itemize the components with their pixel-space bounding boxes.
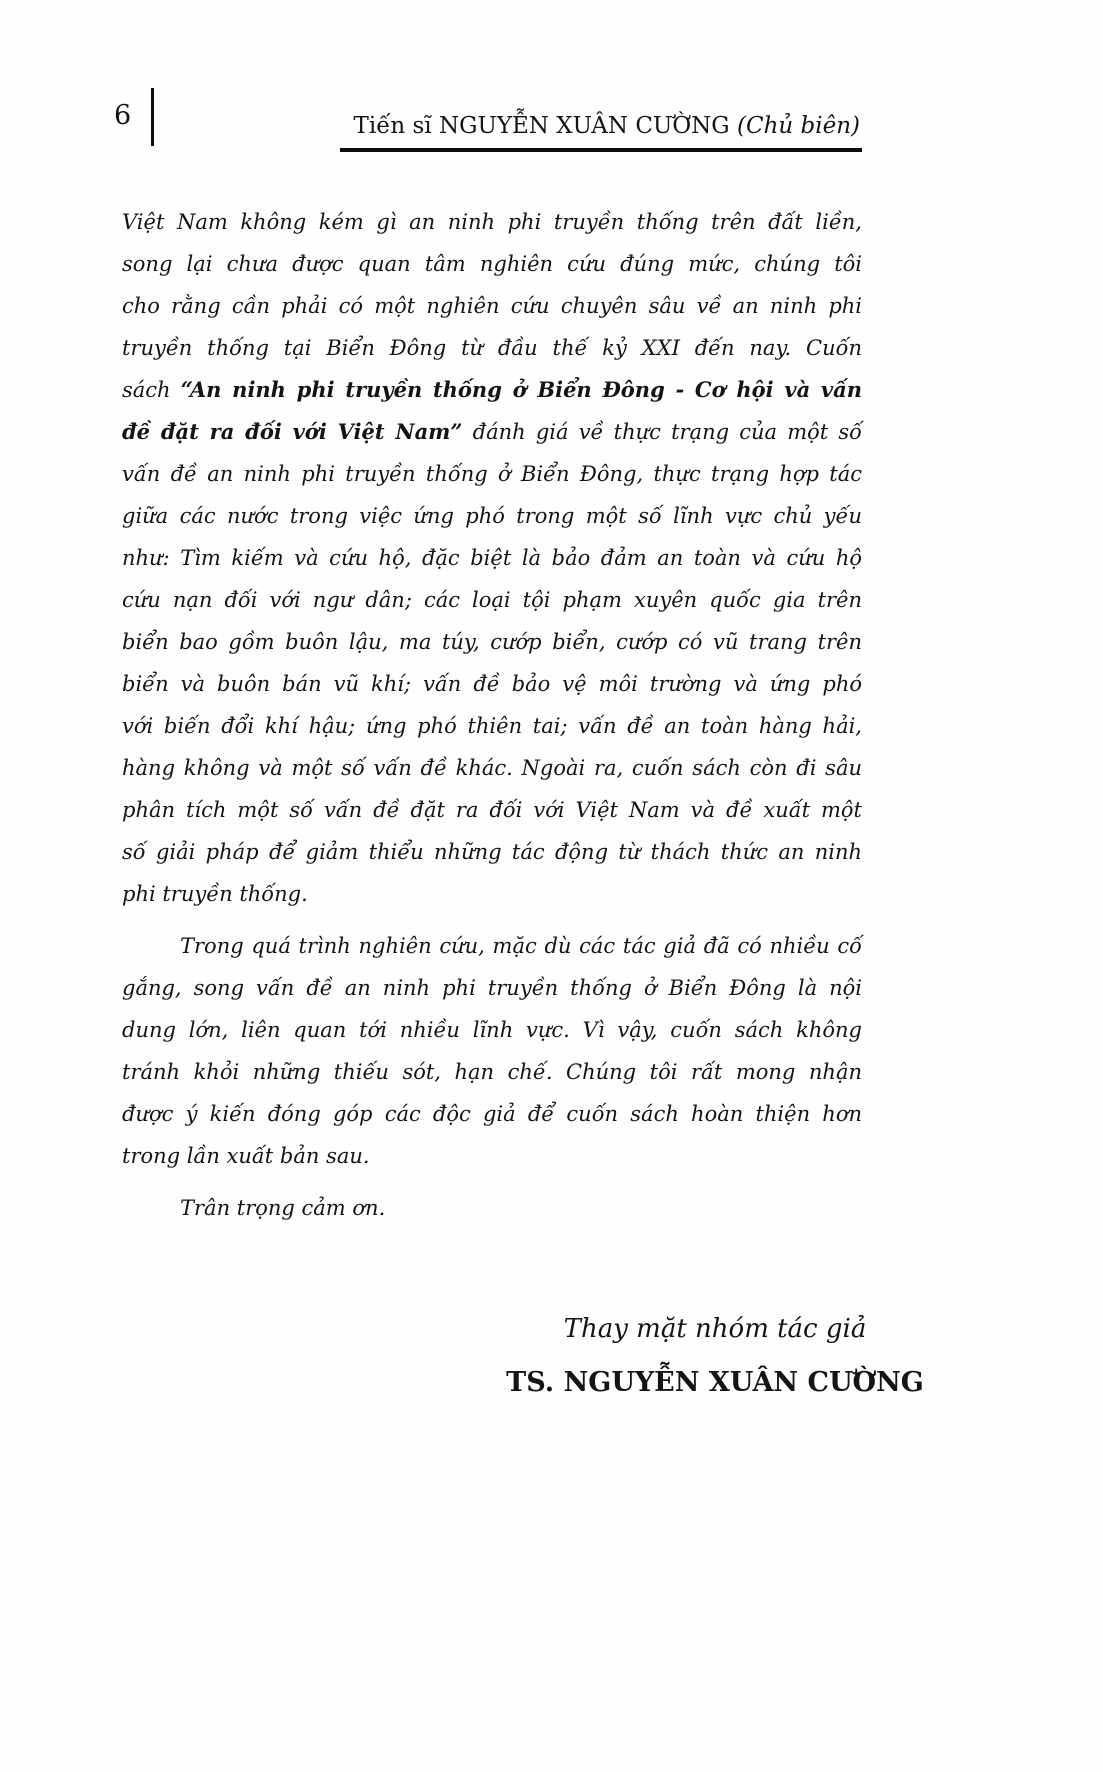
text-line	[122, 495, 862, 537]
text-line	[122, 789, 862, 831]
text-line	[122, 1009, 862, 1051]
text-segment: vấn đề an ninh phi truyền thống ở Biển Đông, thực trạng hợp tác	[122, 462, 862, 486]
text-line	[122, 1093, 862, 1135]
text-line	[122, 411, 862, 453]
text-segment: với biến đổi khí hậu; ứng phó thiên tai; vấn đề an toàn hàng hải,	[122, 714, 862, 738]
text-line	[122, 285, 862, 327]
signature-on-behalf: Thay mặt nhóm tác giả	[563, 1314, 867, 1344]
bold-text-segment: đề đặt ra đối với Việt Nam”	[122, 419, 463, 444]
text-line	[122, 453, 862, 495]
text-line	[122, 967, 862, 1009]
text-line	[122, 201, 862, 243]
running-header-role: (Chủ biên)	[737, 113, 860, 139]
text-segment: đánh giá về thực trạng của một số	[462, 420, 862, 444]
text-segment: số giải pháp để giảm thiểu những tác động từ thách thức an ninh	[122, 840, 862, 864]
text-line	[122, 537, 862, 579]
text-segment: Việt Nam không kém gì an ninh phi truyền thống trên đất liền,	[122, 210, 862, 234]
text-line	[122, 705, 862, 747]
text-line	[122, 579, 862, 621]
text-segment: gắng, song vấn đề an ninh phi truyền thống ở Biển Đông là nội	[122, 976, 862, 1000]
bold-text-segment: “An ninh phi truyền thống ở Biển Đông - Cơ hội và vấn	[180, 377, 862, 402]
paragraph	[122, 201, 862, 915]
text-line	[122, 243, 862, 285]
text-line	[122, 873, 862, 915]
text-segment: hàng không và một số vấn đề khác. Ngoài ra, cuốn sách còn đi sâu	[122, 756, 862, 780]
text-segment: phi truyền thống.	[122, 882, 308, 906]
text-segment: truyền thống tại Biển Đông từ đầu thế kỷ XXI đến nay. Cuốn	[122, 336, 862, 360]
signature-block	[455, 1312, 975, 1400]
text-segment: sách	[122, 378, 181, 402]
text-segment: biển và buôn bán vũ khí; vấn đề bảo vệ môi trường và ứng phó	[122, 672, 862, 696]
text-segment: phân tích một số vấn đề đặt ra đối với Việt Nam và đề xuất một	[122, 798, 862, 822]
paragraph	[122, 925, 862, 1177]
text-segment: song lại chưa được quan tâm nghiên cứu đúng mức, chúng tôi	[122, 252, 862, 276]
text-segment: dung lớn, liên quan tới nhiều lĩnh vực. Vì vậy, cuốn sách không	[122, 1018, 862, 1042]
text-segment: giữa các nước trong việc ứng phó trong một số lĩnh vực chủ yếu	[122, 504, 862, 528]
running-header-author: Tiến sĩ NGUYỄN XUÂN CƯỜNG	[353, 113, 737, 139]
text-line	[122, 663, 862, 705]
text-segment: cứu nạn đối với ngư dân; các loại tội phạm xuyên quốc gia trên	[122, 588, 862, 612]
text-line	[122, 1187, 862, 1229]
text-line	[122, 1051, 862, 1093]
signature-name: TS. NGUYỄN XUÂN CƯỜNG	[506, 1367, 924, 1398]
text-segment: như: Tìm kiếm và cứu hộ, đặc biệt là bảo đảm an toàn và cứu hộ	[122, 546, 862, 570]
text-line	[122, 831, 862, 873]
text-line	[122, 621, 862, 663]
text-segment: trong lần xuất bản sau.	[122, 1144, 370, 1168]
text-line	[122, 1135, 862, 1177]
running-header	[340, 111, 862, 152]
text-segment: Trân trọng cảm ơn.	[180, 1196, 386, 1220]
text-segment: tránh khỏi những thiếu sót, hạn chế. Chúng tôi rất mong nhận	[122, 1060, 862, 1084]
text-line	[122, 747, 862, 789]
text-line	[122, 925, 862, 967]
paragraph	[122, 1187, 862, 1229]
header-divider-bar	[151, 88, 154, 146]
text-line	[122, 327, 862, 369]
body-text	[122, 201, 862, 1229]
text-line	[122, 369, 862, 411]
text-segment: cho rằng cần phải có một nghiên cứu chuyên sâu về an ninh phi	[122, 294, 862, 318]
text-segment: Trong quá trình nghiên cứu, mặc dù các tác giả đã có nhiều cố	[180, 934, 862, 958]
page-number: 6	[114, 100, 132, 131]
text-segment: được ý kiến đóng góp các độc giả để cuốn sách hoàn thiện hơn	[122, 1102, 862, 1126]
text-segment: biển bao gồm buôn lậu, ma túy, cướp biển, cướp có vũ trang trên	[122, 630, 862, 654]
